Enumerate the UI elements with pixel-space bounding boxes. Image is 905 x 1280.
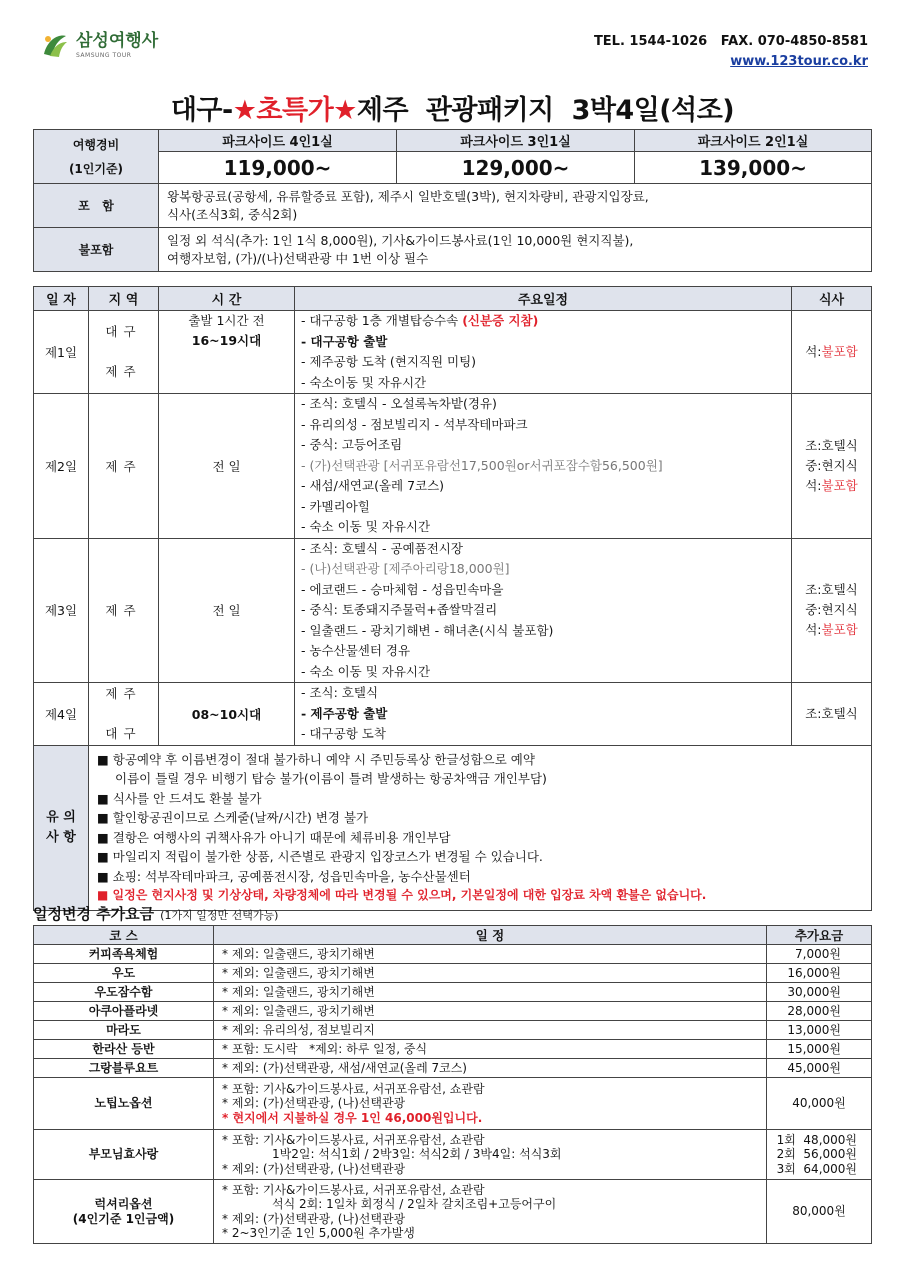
day-label: 제4일 <box>34 683 89 746</box>
list-item: - 새섬/새연교(올레 7코스) <box>301 478 445 493</box>
table-row: 우도잠수함 * 제외: 일출랜드, 광치기해변 30,000원 <box>34 983 872 1002</box>
time-cell: 08~10시대 <box>159 683 295 746</box>
col-header-time: 시 간 <box>159 287 295 311</box>
note-item: ■ 식사를 안 드셔도 환불 불가 <box>97 790 262 806</box>
price-col-header: 파크사이드 4인1실 <box>159 130 397 152</box>
price-value: 139,000~ <box>635 152 872 184</box>
price-table <box>33 129 872 272</box>
col-header-itinerary: 주요일정 <box>295 287 792 311</box>
title-suffix: 제주 관광패키지 3박4일(석조) <box>356 95 735 126</box>
day-label: 제2일 <box>34 394 89 539</box>
price-value: 119,000~ <box>159 152 397 184</box>
list-item: - 조식: 호텔식 - 오설록녹차밭(경유) <box>301 396 497 411</box>
warning-note: ■ 일정은 현지사정 및 기상상태, 차량정체에 따라 변경될 수 있으며, 기본일정에 대한 입장료 차액 환불은 없습니다. <box>97 888 707 902</box>
meal-cell: 조:호텔식 중:현지식 석:불포함 <box>792 538 872 683</box>
price-col-header: 파크사이드 2인1실 <box>635 130 872 152</box>
col-header-schedule: 일 정 <box>214 926 767 945</box>
table-row: 한라산 등반 * 포함: 도시락 *제외: 하루 일정, 중식 15,000원 <box>34 1040 872 1059</box>
phone-fax: TEL. 1544-1026 FAX. 070-4850-8581 <box>593 34 868 49</box>
list-item: - 대구공항 1층 개별탑승수속 (신분증 지참) <box>301 313 539 328</box>
col-header-region: 지 역 <box>89 287 159 311</box>
schedule-table <box>33 286 872 911</box>
region-cell: 제주 대구 <box>89 683 159 746</box>
list-item: - 제주공항 출발 <box>301 705 388 721</box>
list-item: - 숙소 이동 및 자유시간 <box>301 663 431 679</box>
note-item: ■ 마일리지 적립이 불가한 상품, 시즌별로 관광지 입장코스가 변경될 수 있습니다. <box>97 849 543 864</box>
list-item: - 제주공항 도착 (현지직원 미팅) <box>301 354 477 369</box>
table-row: 마라도 * 제외: 유리의성, 점보빌리지 13,000원 <box>34 1021 872 1040</box>
notes-row <box>34 745 872 910</box>
meal-cell: 조:호텔식 <box>792 683 872 746</box>
col-header-course: 코 스 <box>34 926 214 945</box>
list-item: - 숙소이동 및 자유시간 <box>301 374 427 390</box>
table-row: 그랑블루요트 * 제외: (가)선택관광, 새섬/새연교(올레 7코스) 45,000원 <box>34 1059 872 1078</box>
exclude-label: 불포함 <box>34 228 159 272</box>
list-item: - 농수산물센터 경유 <box>301 643 411 658</box>
price-label: 여행경비 (1인기준) <box>34 130 159 184</box>
table-row: 럭셔리옵션 (4인기준 1인금액) * 포함: 기사&가이드봉사료, 서귀포유람선, 쇼관람 석식 2회: 1일차 회정식 / 2일차 갈치조림+고등어구이 * 제외: (가)선택관광, (나)선택관광 * 2~3인기준 1인 5,000원 추가발생 80,000원 <box>34 1180 872 1244</box>
website-link[interactable]: www.123tour.co.kr <box>730 54 868 69</box>
meal-cell: 석:불포함 <box>792 311 872 394</box>
options-title: 일정변경 추가요금 (1가지 일정만 선택가능) <box>33 905 279 923</box>
table-row <box>34 311 872 394</box>
day-label: 제3일 <box>34 538 89 683</box>
logo-name: 삼성여행사 <box>76 30 159 51</box>
col-header-meal: 식사 <box>792 287 872 311</box>
price-col-header: 파크사이드 3인1실 <box>397 130 635 152</box>
table-row: 노팁노옵션 * 포함: 기사&가이드봉사료, 서귀포유람선, 쇼관람 * 제외: (가)선택관광, (나)선택관광 * 현지에서 지불하실 경우 1인 46,000원입니다. 40,000원 <box>34 1078 872 1130</box>
table-row: 아쿠아플라넷 * 제외: 일출랜드, 광치기해변 28,000원 <box>34 1002 872 1021</box>
list-item: - 숙소 이동 및 자유시간 <box>301 519 431 534</box>
include-text: 왕복항공료(공항세, 유류할증료 포함), 제주시 일반호텔(3박), 현지차량비, 관광지입장료, 식사(조식3회, 중식2회) <box>159 184 872 228</box>
note-item: ■ 할인항공권이므로 스케줄(날짜/시간) 변경 불가 <box>97 810 369 825</box>
itinerary-cell <box>295 311 792 394</box>
table-row: 커피족욕체험 * 제외: 일출랜드, 광치기해변 7,000원 <box>34 945 872 964</box>
col-header-fee: 추가요금 <box>767 926 872 945</box>
note-item: ■ 항공예약 후 이름변경이 절대 불가하니 예약 시 주민등록상 한글성함으로 예약 <box>97 751 535 767</box>
list-item: - 대구공항 출발 <box>301 333 388 349</box>
list-item: - 일출랜드 - 광치기해변 - 해녀촌(시식 불포함) <box>301 622 554 638</box>
logo-subtitle: SAMSUNG TOUR <box>76 51 132 59</box>
day-label: 제1일 <box>34 311 89 394</box>
page-title <box>0 88 905 127</box>
meal-cell: 조:호텔식 중:현지식 석:불포함 <box>792 394 872 539</box>
table-row <box>34 683 872 746</box>
time-cell: 출발 1시간 전 16~19시대 <box>159 311 295 394</box>
star-icon: ★ <box>333 95 357 126</box>
col-header-day: 일 자 <box>34 287 89 311</box>
logo-mark-icon <box>40 30 70 60</box>
title-prefix: 대구- <box>170 95 233 126</box>
list-item: - 유리의성 - 점보빌리지 - 석부작테마파크 <box>301 416 528 432</box>
time-cell: 전 일 <box>159 394 295 539</box>
company-logo <box>40 30 158 60</box>
table-row <box>34 394 872 539</box>
contact-info <box>594 32 868 72</box>
list-item: - (나)선택관광 [제주아리랑18,000원] <box>301 561 510 576</box>
list-item: - 카멜리아힐 <box>301 498 370 514</box>
region-cell: 대구 제주 <box>89 311 159 394</box>
table-row: 우도 * 제외: 일출랜드, 광치기해변 16,000원 <box>34 964 872 983</box>
title-highlight: 초특가 <box>256 95 334 126</box>
list-item: - 대구공항 도착 <box>301 726 386 741</box>
options-table <box>33 925 872 1244</box>
time-cell: 전 일 <box>159 538 295 683</box>
list-item: - 조식: 호텔식 <box>301 685 379 700</box>
exclude-text: 일정 외 석식(추가: 1인 1식 8,000원), 기사&가이드봉사료(1인 10,000원 현지직불), 여행자보험, (가)/(나)선택관광 中 1번 이상 필수 <box>159 228 872 272</box>
notes-list <box>89 745 872 910</box>
itinerary-cell <box>295 538 792 683</box>
note-item: ■ 쇼핑: 석부작테마파크, 공예품전시장, 성읍민속마을, 농수산물센터 <box>97 868 471 884</box>
note-item: 이름이 틀릴 경우 비행기 탑승 불가(이름이 틀려 발생하는 항공차액금 개인부담) <box>115 771 547 786</box>
itinerary-cell <box>295 394 792 539</box>
note-item: ■ 결항은 여행사의 귀책사유가 아니기 때문에 체류비용 개인부담 <box>97 829 451 845</box>
list-item: - (가)선택관광 [서귀포유람선17,500원or서귀포잠수함56,500원] <box>301 457 663 473</box>
price-value: 129,000~ <box>397 152 635 184</box>
list-item: - 중식: 토종돼지주물럭+좁쌀막걸리 <box>301 602 498 617</box>
table-row: 부모님효사랑 * 포함: 기사&가이드봉사료, 서귀포유람선, 쇼관람 1박2일: 석식1회 / 2박3일: 석식2회 / 3박4일: 석식3회 * 제외: (가)선택관광, (나)선택관광 1회 48,000원 2회 56,000원 3회 64,000원 <box>34 1130 872 1180</box>
list-item: - 중식: 고등어조림 <box>301 437 403 452</box>
region-cell: 제주 <box>89 538 159 683</box>
list-item: - 에코랜드 - 승마체험 - 성읍민속마을 <box>301 581 504 597</box>
star-icon: ★ <box>232 95 257 126</box>
table-row <box>34 538 872 683</box>
notes-label: 유 의 사 항 <box>34 745 89 910</box>
page-header <box>0 0 905 90</box>
itinerary-cell <box>295 683 792 746</box>
region-cell: 제주 <box>89 394 159 539</box>
list-item: - 조식: 호텔식 - 공예품전시장 <box>301 540 463 556</box>
include-label: 포 함 <box>34 184 159 228</box>
